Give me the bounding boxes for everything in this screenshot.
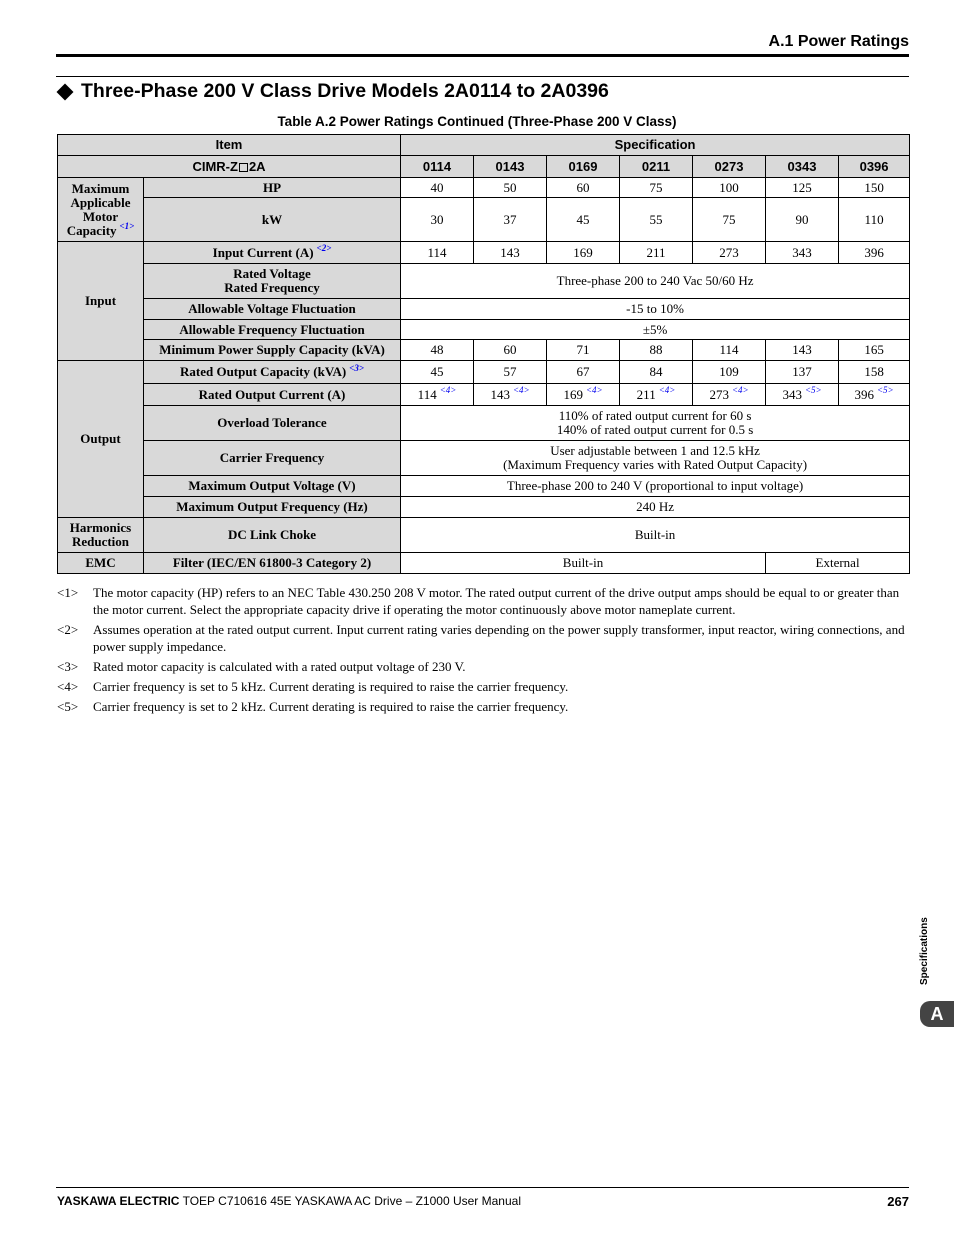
power-ratings-table — [57, 134, 910, 574]
output-current-number: 273 — [709, 386, 729, 402]
row-label-input-current — [144, 242, 401, 264]
footer-doc-title: TOEP C710616 45E YASKAWA AC Drive – Z1000 User Manual — [179, 1194, 521, 1208]
model-cell: 0169 — [547, 156, 620, 178]
input-current-value: 343 — [766, 242, 839, 264]
category-motor-capacity — [58, 178, 144, 242]
row-label-max-voltage: Maximum Output Voltage (V) — [144, 476, 401, 497]
footnote-ref[interactable]: <4> — [585, 385, 603, 396]
footnote-ref[interactable]: <5> — [804, 385, 822, 396]
row-label-output-capacity — [144, 361, 401, 384]
output-capacity-value: 158 — [839, 361, 910, 384]
output-current-number: 211 — [636, 386, 656, 402]
filter-builtin-value: Built-in — [401, 553, 766, 574]
model-cell: 0273 — [693, 156, 766, 178]
page-number: 267 — [887, 1194, 909, 1209]
overload-line-2: 140% of rated output current for 0.5 s — [556, 422, 754, 437]
hp-value: 40 — [401, 178, 474, 198]
footer-brand: YASKAWA ELECTRIC — [57, 1194, 180, 1208]
title-rule — [56, 76, 909, 77]
row-label-kw: kW — [144, 198, 401, 242]
output-current-row — [58, 384, 910, 406]
rated-frequency-label: Rated Frequency — [224, 280, 320, 295]
harmonics-row — [58, 518, 910, 553]
footnote-item — [57, 584, 909, 618]
min-power-value: 48 — [401, 340, 474, 361]
output-current-value — [620, 384, 693, 406]
category-motor-capacity-text: Maximum Applicable Motor Capacity — [66, 180, 131, 238]
carrier-line-2: (Maximum Frequency varies with Rated Output Capacity) — [503, 457, 808, 472]
row-label-dc-choke: DC Link Choke — [144, 518, 401, 553]
header-item: Item — [58, 135, 401, 156]
table-header-row — [58, 135, 910, 156]
footnote-ref[interactable]: <4> — [439, 385, 457, 396]
row-label-min-power: Minimum Power Supply Capacity (kVA) — [144, 340, 401, 361]
footnote-text: The motor capacity (HP) refers to an NEC Table 430.250 208 V motor. The rated output current of the drive output amps should be equal to or greater than the motor current. Select the appropriate capacity drive if operating the motor continuously above motor nameplate current. — [93, 585, 900, 617]
side-label-text: Specifications — [919, 917, 930, 985]
table-caption: Table A.2 Power Ratings Continued (Three-Phase 200 V Class) — [277, 114, 677, 129]
output-capacity-row — [58, 361, 910, 384]
footnote-ref[interactable]: <4> — [731, 385, 749, 396]
category-harmonics: Harmonics Reduction — [58, 518, 144, 553]
overload-line-1: 110% of rated output current for 60 s — [558, 408, 752, 423]
page-title — [56, 80, 609, 103]
output-current-value — [474, 384, 547, 406]
footnote-number: <4> — [57, 679, 79, 694]
output-capacity-value: 45 — [401, 361, 474, 384]
output-current-value — [839, 384, 910, 406]
min-power-value: 71 — [547, 340, 620, 361]
footnote-item — [57, 621, 909, 655]
min-power-value: 143 — [766, 340, 839, 361]
voltage-fluctuation-row — [58, 299, 910, 320]
footnote-ref[interactable]: <2> — [316, 243, 332, 254]
section-header: A.1 Power Ratings — [768, 33, 909, 50]
row-label-output-current: Rated Output Current (A) — [144, 384, 401, 406]
model-cell: 0114 — [401, 156, 474, 178]
frequency-fluctuation-row — [58, 320, 910, 340]
min-power-value: 60 — [474, 340, 547, 361]
row-label-hp: HP — [144, 178, 401, 198]
footnote-number: <5> — [57, 699, 79, 714]
row-label-max-frequency: Maximum Output Frequency (Hz) — [144, 497, 401, 518]
output-capacity-value: 67 — [547, 361, 620, 384]
kw-value: 45 — [547, 198, 620, 242]
rated-voltage-value: Three-phase 200 to 240 Vac 50/60 Hz — [401, 264, 910, 299]
model-cell: 0211 — [620, 156, 693, 178]
carrier-line-1: User adjustable between 1 and 12.5 kHz — [550, 443, 760, 458]
output-current-number: 396 — [854, 386, 874, 402]
page-title-text: Three-Phase 200 V Class Drive Models 2A0114 to 2A0396 — [81, 80, 609, 102]
footnote-item — [57, 698, 909, 715]
kw-value: 75 — [693, 198, 766, 242]
footnote-ref[interactable]: <5> — [876, 385, 894, 396]
overload-value — [401, 406, 910, 441]
row-label-filter: Filter (IEC/EN 61800-3 Category 2) — [144, 553, 401, 574]
category-emc: EMC — [58, 553, 144, 574]
carrier-value — [401, 441, 910, 476]
output-capacity-value: 137 — [766, 361, 839, 384]
footnote-item — [57, 678, 909, 695]
output-capacity-value: 57 — [474, 361, 547, 384]
footnote-text: Carrier frequency is set to 5 kHz. Current derating is required to raise the carrier frequency. — [93, 679, 569, 694]
row-label-output-capacity-text: Rated Output Capacity (kVA) — [180, 364, 347, 379]
model-cell: 0396 — [839, 156, 910, 178]
output-current-number: 114 — [417, 386, 437, 402]
footnote-ref[interactable]: <4> — [658, 385, 676, 396]
max-frequency-row — [58, 497, 910, 518]
output-current-number: 143 — [490, 386, 510, 402]
input-current-value: 143 — [474, 242, 547, 264]
min-power-value: 114 — [693, 340, 766, 361]
model-code-label — [58, 156, 401, 178]
kw-value: 110 — [839, 198, 910, 242]
input-current-value: 396 — [839, 242, 910, 264]
hp-value: 100 — [693, 178, 766, 198]
output-current-value — [401, 384, 474, 406]
hp-value: 75 — [620, 178, 693, 198]
appendix-tab[interactable]: A — [920, 1001, 954, 1027]
kw-value: 55 — [620, 198, 693, 242]
hp-value: 125 — [766, 178, 839, 198]
footnote-ref[interactable]: <1> — [119, 221, 135, 232]
output-current-value — [766, 384, 839, 406]
rated-voltage-label: Rated Voltage — [233, 266, 311, 281]
model-cell: 0143 — [474, 156, 547, 178]
row-label-overload: Overload Tolerance — [144, 406, 401, 441]
hp-value: 150 — [839, 178, 910, 198]
kw-row — [58, 198, 910, 242]
footer-doc-info — [57, 1194, 521, 1208]
kw-value: 37 — [474, 198, 547, 242]
rated-voltage-row — [58, 264, 910, 299]
footnote-number: <2> — [57, 622, 79, 637]
max-voltage-row — [58, 476, 910, 497]
row-label-frequency-fluctuation: Allowable Frequency Fluctuation — [144, 320, 401, 340]
category-output: Output — [58, 361, 144, 518]
header-specification: Specification — [401, 135, 910, 156]
footnote-number: <3> — [57, 659, 79, 674]
output-capacity-value: 84 — [620, 361, 693, 384]
footnote-ref[interactable]: <4> — [512, 385, 530, 396]
input-current-value: 273 — [693, 242, 766, 264]
emc-row — [58, 553, 910, 574]
model-row — [58, 156, 910, 178]
voltage-fluctuation-value: -15 to 10% — [401, 299, 910, 320]
frequency-fluctuation-value: ±5% — [401, 320, 910, 340]
output-capacity-value: 109 — [693, 361, 766, 384]
model-cell: 0343 — [766, 156, 839, 178]
carrier-row — [58, 441, 910, 476]
filter-external-value: External — [766, 553, 910, 574]
kw-value: 90 — [766, 198, 839, 242]
footer-rule — [56, 1187, 909, 1188]
hp-row — [58, 178, 910, 198]
overload-row — [58, 406, 910, 441]
hp-value: 50 — [474, 178, 547, 198]
input-current-value: 211 — [620, 242, 693, 264]
footnote-ref[interactable]: <3> — [349, 362, 365, 373]
input-current-value: 114 — [401, 242, 474, 264]
diamond-bullet-icon — [57, 83, 74, 100]
output-current-number: 169 — [563, 386, 583, 402]
row-label-voltage-fluctuation: Allowable Voltage Fluctuation — [144, 299, 401, 320]
footnote-text: Assumes operation at the rated output current. Input current rating varies depending on the power supply transformer, input reactor, wiring connections, and power supply impedance. — [93, 622, 905, 654]
max-voltage-value: Three-phase 200 to 240 V (proportional to input voltage) — [401, 476, 910, 497]
hp-value: 60 — [547, 178, 620, 198]
min-power-value: 165 — [839, 340, 910, 361]
category-input: Input — [58, 242, 144, 361]
max-frequency-value: 240 Hz — [401, 497, 910, 518]
row-label-input-current-text: Input Current (A) — [212, 244, 314, 260]
input-current-value: 169 — [547, 242, 620, 264]
row-label-carrier: Carrier Frequency — [144, 441, 401, 476]
footnote-number: <1> — [57, 585, 79, 600]
footnotes — [57, 584, 909, 718]
footnote-text: Carrier frequency is set to 2 kHz. Current derating is required to raise the carrier frequency. — [93, 699, 569, 714]
row-label-rated-voltage — [144, 264, 401, 299]
placeholder-box-icon — [239, 163, 248, 172]
output-current-value — [693, 384, 766, 406]
header-rule — [56, 54, 909, 57]
output-current-number: 343 — [782, 386, 802, 402]
footnote-text: Rated motor capacity is calculated with a rated output voltage of 230 V. — [93, 659, 466, 674]
output-current-value — [547, 384, 620, 406]
min-power-row — [58, 340, 910, 361]
footnote-item — [57, 658, 909, 675]
model-suffix: 2A — [248, 158, 266, 174]
dc-choke-value: Built-in — [401, 518, 910, 553]
min-power-value: 88 — [620, 340, 693, 361]
model-prefix: CIMR-Z — [192, 158, 238, 174]
kw-value: 30 — [401, 198, 474, 242]
input-current-row — [58, 242, 910, 264]
